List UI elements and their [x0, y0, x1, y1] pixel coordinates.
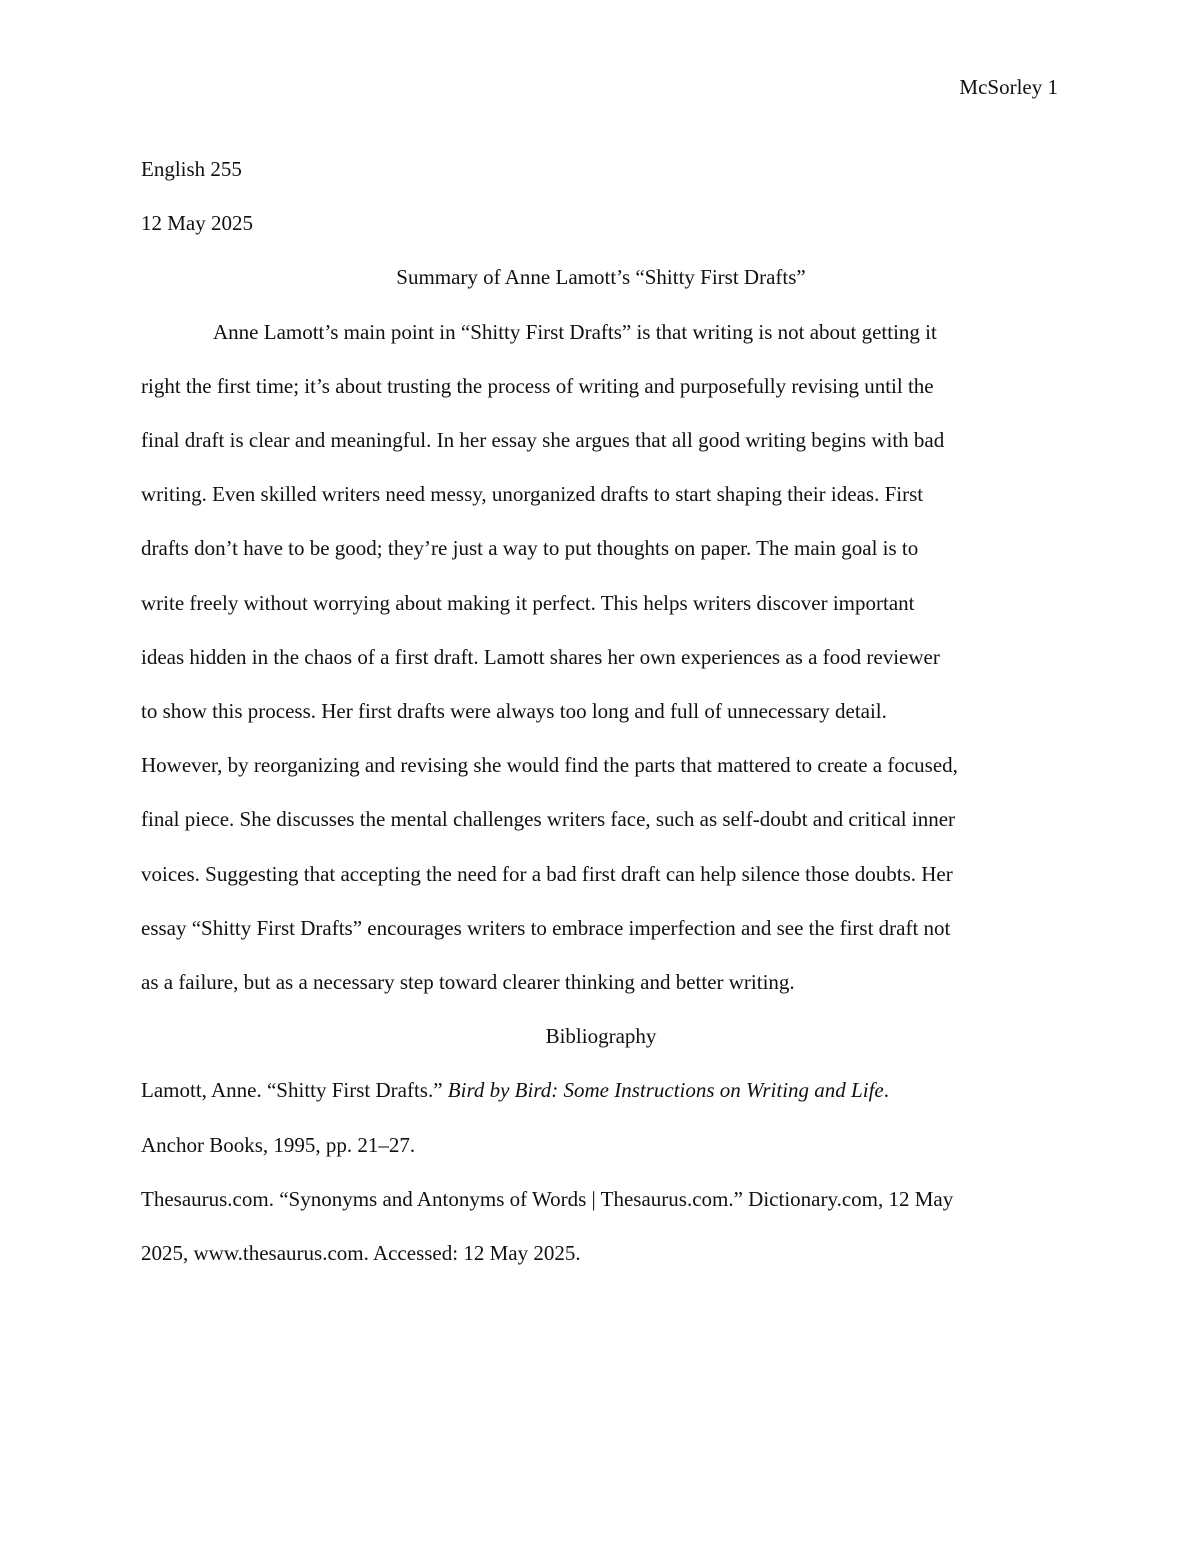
paragraph-line: writing. Even skilled writers need messy, unorganized drafts to start shaping their ideas. First	[141, 482, 924, 507]
paragraph-line: final draft is clear and meaningful. In her essay she argues that all good writing begins with bad	[141, 428, 945, 453]
paragraph-line: essay “Shitty First Drafts” encourages writers to embrace imperfection and see the first draft not	[141, 915, 951, 940]
course-name: English 255	[141, 157, 242, 181]
bibliography-heading: Bibliography	[545, 1024, 657, 1049]
document-body	[141, 142, 1061, 1280]
paragraph-line: final piece. She discusses the mental challenges writers face, such as self-doubt and critical inner	[141, 807, 956, 832]
paragraph-line: write freely without worrying about making it perfect. This helps writers discover important	[141, 590, 915, 615]
document-date: 12 May 2025	[141, 211, 253, 236]
paragraph-line: ideas hidden in the chaos of a first draft. Lamott shares her own experiences as a food reviewer	[141, 644, 940, 669]
bibliography-entry	[141, 1172, 1061, 1280]
citation-author-title: Lamott, Anne. “Shitty First Drafts.”	[141, 1078, 448, 1103]
paragraph-line: voices. Suggesting that accepting the need for a bad first draft can help silence those doubts. Her	[141, 861, 953, 886]
bibliography-entry-line: 2025, www.thesaurus.com. Accessed: 12 May 2025.	[141, 1241, 581, 1266]
bibliography-entry-line: Thesaurus.com. “Synonyms and Antonyms of Words | Thesaurus.com.” Dictionary.com, 12 May	[141, 1186, 954, 1211]
paragraph-line: as a failure, but as a necessary step toward clearer thinking and better writing.	[141, 970, 795, 995]
paragraph-line: However, by reorganizing and revising she would find the parts that mattered to create a focused,	[141, 753, 958, 778]
essay-title: Summary of Anne Lamott’s “Shitty First Drafts”	[396, 265, 806, 290]
citation-book-title: Bird by Bird: Some Instructions on Writing and Life	[447, 1078, 884, 1103]
running-head: McSorley 1	[959, 75, 1058, 99]
paragraph-line: Anne Lamott’s main point in “Shitty First Drafts” is that writing is not about getting it	[213, 319, 937, 344]
citation-punctuation: .	[883, 1078, 889, 1103]
summary-paragraph	[141, 305, 1061, 1010]
bibliography-entry-line: Anchor Books, 1995, pp. 21–27.	[141, 1132, 416, 1157]
bibliography-entry-line	[141, 1063, 1061, 1117]
bibliography-entry	[141, 1063, 1061, 1171]
paragraph-line: right the first time; it’s about trusting the process of writing and purposefully revising until the	[141, 373, 934, 398]
paragraph-line: to show this process. Her first drafts were always too long and full of unnecessary detail.	[141, 699, 887, 724]
paragraph-line: drafts don’t have to be good; they’re just a way to put thoughts on paper. The main goal is to	[141, 536, 919, 561]
